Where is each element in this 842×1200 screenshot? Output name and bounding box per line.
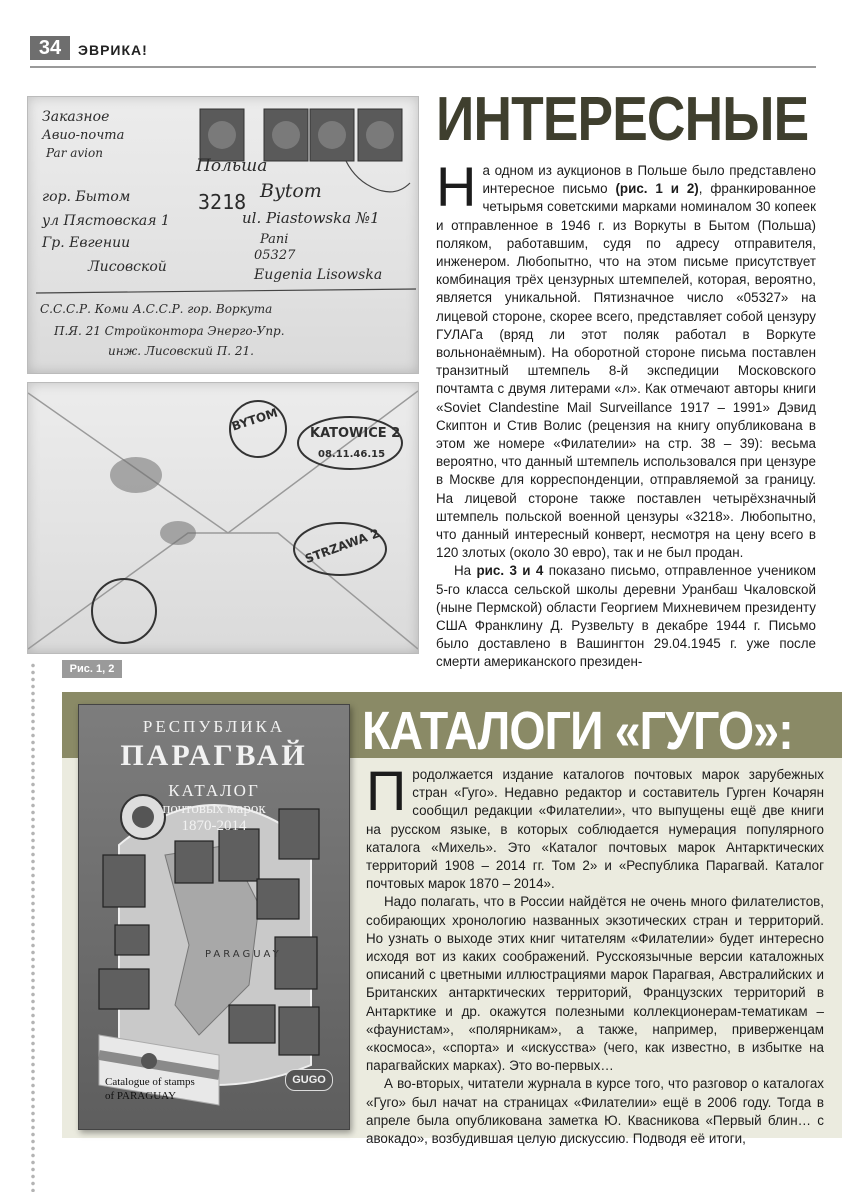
article-body [366, 759, 824, 1148]
envelope-back-drawing [28, 383, 418, 653]
cover-bottom-line: Catalogue of stamps [105, 1076, 195, 1088]
env-text: Bytom [260, 180, 322, 202]
article-body [436, 155, 817, 672]
text-bold: рис. 3 и 4 [476, 563, 544, 579]
text-run: , франкированное четырьмя советскими марками номиналом 30 копеек и отправленное в 1946 г. из Воркуты в Бытом (Польша) поляком, работавшим, судя по адресу отправителя, инженером. Любопытно, что на этом письме присутствует комбинация трёх цензурных штемпелей, которая, вероятно, является уникальной. Пятизначное число «05327» на лицевой стороне, скорее всего, представляет собой цензуру ГУЛАГа (вряд ли этот поляк работал в Воркуте вольнонаёмным). На оборотной стороне письма поставлен транзитный штемпель 8-й экспедиции Московского почтамта с двумя литерами «л». Как отмечают авторы книги «Soviet Clandestine Mail Surveillance 1917 – 1991» Дэвид Скиптон и Стив Волис (рецензия на книгу опубликована в этом же номере «Филателии» на стр. 38 – 39): весьма вероятно, что данный штемпель использовался при цензуре в Москве для корреспонденции, отправляемой за границу. На лицевой стороне также поставлен четырёхзначный штемпель польской военной цензуры «3218». Любопытно, что данный интересный конверт, несмотря на цену всего в 120 злотых (около 30 евро), так и не был продан. [436, 181, 816, 561]
cover-bottom-line: of PARAGUAY [105, 1090, 177, 1102]
cover-title-block [79, 705, 349, 835]
article-paragraph: А во-вторых, читатели журнала в курсе того, что разговор о каталогах «Гуго» был начат на страницах «Филателии» ещё в 2006 году. Тогда в апреле была опубликована заметка Ю. Квасникова «Первый блин… с авокадо», возбудившая целую дискуссию. Подводя её итоги, [366, 1076, 824, 1147]
envelope-back-image [27, 382, 419, 654]
env-text: Лисовской [88, 259, 167, 275]
dropcap: П [366, 759, 407, 822]
cover-country: ПАРАГВАЙ [120, 739, 308, 772]
cover-bottom-text [105, 1075, 195, 1103]
env-text: Заказное [42, 109, 110, 125]
catalog-cover-image [78, 704, 350, 1130]
article-title: ИНТЕРЕСНЫЕ [436, 85, 809, 154]
envelope-front-image [27, 96, 419, 374]
section-name: ЭВРИКА! [78, 42, 148, 58]
map-label: PARAGUAY [205, 949, 282, 960]
gugo-logo: GUGO [285, 1069, 333, 1091]
stamp-text: BYTOM [229, 405, 280, 434]
env-text: 05327 [254, 248, 296, 263]
env-text: Авио-почта [42, 128, 125, 143]
cover-years: 1870-2014 [181, 818, 247, 834]
env-text: Eugenia Lisowska [254, 267, 383, 283]
stamp-text: STRZAWA 2 [303, 526, 382, 567]
env-text: П.Я. 21 Стройконтора Энерго-Упр. [54, 324, 285, 338]
dropcap: Н [436, 155, 477, 218]
env-text: С.С.С.Р. Коми А.С.С.Р. гор. Воркута [40, 302, 273, 316]
env-text: ul. Piastowska №1 [242, 209, 380, 227]
header-rule [30, 66, 816, 68]
envelope-front-drawing [28, 97, 418, 373]
env-text: Par avion [46, 146, 103, 160]
stamp-text: 08.11.46.15 [318, 449, 386, 460]
article-paragraph [366, 759, 824, 893]
article-paragraph [436, 155, 816, 562]
cover-republic: РЕСПУБЛИКА [142, 717, 286, 736]
article-paragraph: Надо полагать, что в России найдётся не очень много филателистов, собирающих хронологию названных экзотических стран и территорий. Но узнать о выходе этих книг читателям «Филателии» будет интересно исходя вот из каких соображений. Русскоязычные версии каталожных описаний с цветными иллюстрациями марок Парагвая, Австралийских и Британских антарктических территорий, Французских территорий в Антарктике и др. окажутся полезными коллекционерам-тематикам – «фаунистам», «полярникам», а также, например, приверженцам «космоса», «спорта» и «искусства» (чего, как известно, в избытке на парагвайских марках). Это во-первых… [366, 894, 824, 1074]
stamp-text: KATOWICE 2 [310, 426, 401, 441]
env-text: Польша [196, 156, 268, 176]
text-run: На [454, 563, 477, 579]
text-run: родолжается издание каталогов почтовых марок зарубежных стран «Гуго». Недавно редактор и составитель Гурген Кочарян сообщил редакции «Филателии», что выпущены ещё две книги на русском языке, в которых соблюдается нумерация популярного каталога «Михель». Это «Каталог почтовых марок Антарктических территорий 1908 – 2014 гг. Том 2» и «Республика Парагвай. Каталог почтовых марок 1870 – 2014». [366, 767, 824, 892]
text-bold: (рис. 1 и 2) [615, 181, 699, 197]
article-title: КАТАЛОГИ «ГУГО»: [362, 701, 793, 761]
env-text: ул Пястовская 1 [42, 213, 170, 229]
cover-subtitle: почтовых марок [162, 801, 266, 817]
dotted-margin [30, 662, 36, 1192]
cover-catalog: КАТАЛОГ [168, 781, 260, 800]
env-text: гор. Бытом [42, 189, 131, 205]
env-text: инж. Лисовский П. 21. [108, 344, 254, 358]
figure-label: Рис. 1, 2 [62, 660, 122, 678]
env-text: Pani [260, 232, 289, 247]
page-number: 34 [30, 36, 70, 60]
env-text: 3218 [198, 190, 247, 214]
text-run: показано письмо, отправленное учеником 5-го класса сельской школы деревни Уранбаш Чкаловской (ныне Пермской) области Георгием Михневичем президенту США Франклину Д. Рузвельту в декабре 1944 г. Письмо было доставлено в Вашингтон 29.04.1945 г. уже после смерти американского президен- [436, 563, 817, 670]
page-header [0, 0, 842, 72]
env-text: Гр. Евгении [42, 235, 131, 251]
article-paragraph [436, 562, 816, 671]
text-run: а одном из аукционов в Польше было представлено интересное письмо [482, 163, 816, 197]
